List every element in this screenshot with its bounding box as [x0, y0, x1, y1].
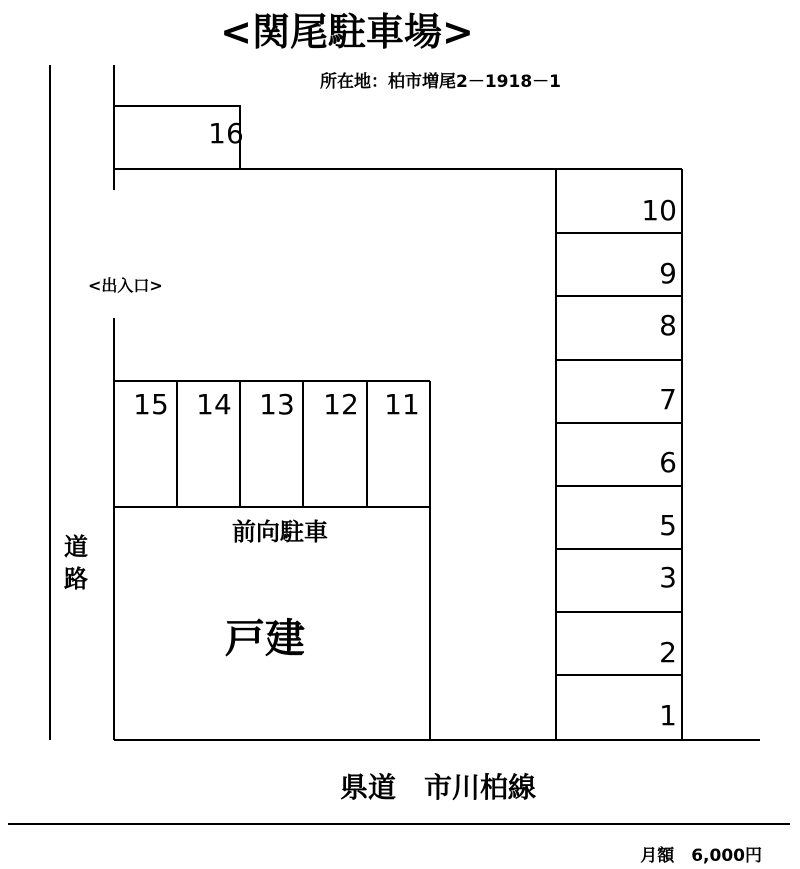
space-11-label: 11: [384, 388, 420, 421]
space-16-label: 16: [208, 117, 244, 150]
space-7-label: 7: [659, 383, 677, 416]
space-14-label: 14: [196, 388, 232, 421]
space-15-label: 15: [133, 388, 169, 421]
space-3-label: 3: [659, 561, 677, 594]
road-left-label-1: 道: [64, 533, 88, 561]
entrance-label: <出入口>: [88, 276, 163, 295]
space-10-label: 10: [641, 194, 677, 227]
house-label: 戸建: [225, 616, 305, 662]
space-1-label: 1: [659, 699, 677, 732]
space-9-label: 9: [659, 257, 677, 290]
space-2-label: 2: [659, 636, 677, 669]
road-left-label-2: 路: [64, 565, 88, 593]
space-6-label: 6: [659, 446, 677, 479]
space-8-label: 8: [659, 309, 677, 342]
front-parking-label: 前向駐車: [232, 518, 328, 546]
space-12-label: 12: [323, 388, 359, 421]
map-title: <関尾駐車場>: [220, 10, 474, 54]
monthly-fee-text: 月額 6,000円: [640, 846, 762, 866]
space-13-label: 13: [259, 388, 295, 421]
space-5-label: 5: [659, 509, 677, 542]
prefectural-road-label: 県道 市川柏線: [339, 771, 537, 804]
address-text: 所在地：柏市増尾2－1918－1: [320, 72, 561, 92]
